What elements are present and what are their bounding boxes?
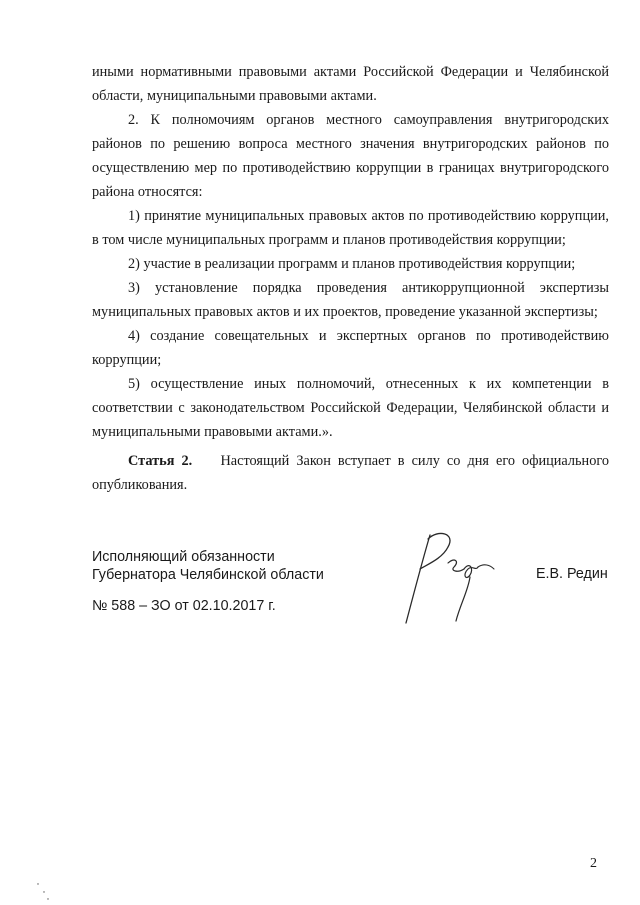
signatory-title-line-2: Губернатора Челябинской области: [92, 567, 324, 583]
signatory-title-line-1: Исполняющий обязанности: [92, 549, 275, 565]
list-item-4: 4) создание совещательных и экспертных органов по противодействию коррупции;: [92, 328, 609, 368]
article-label: Статья 2.: [128, 453, 193, 469]
article-text: Настоящий Закон вступает в силу со дня его официального опубликования.: [92, 453, 610, 493]
intro-paragraph: иными нормативными правовыми актами Российской Федерации и Челябинской области, муниципальными правовыми актами.: [92, 64, 609, 104]
signatory-title: [92, 548, 324, 584]
list-item-2: 2) участие в реализации программ и планов противодействия коррупции;: [128, 256, 576, 272]
article-2: [92, 449, 609, 497]
page-number: 2: [590, 856, 597, 871]
law-number-date: № 588 – ЗО от 02.10.2017 г.: [92, 598, 276, 614]
scan-specks: [20, 880, 60, 902]
list-item-3: 3) установление порядка проведения антикоррупционной экспертизы муниципальных правовых актов и их проектов, проведение указанной экспертизы;: [92, 280, 609, 320]
list-item-5: 5) осуществление иных полномочий, отнесенных к их компетенции в соответствии с законодательством Российской Федерации, Челябинской области и муниципальными правовыми актами.».: [92, 376, 609, 440]
signatory-name: Е.В. Редин: [536, 566, 608, 582]
document-body: [92, 60, 609, 444]
paragraph-2: 2. К полномочиям органов местного самоуправления внутригородских районов по решению вопроса местного значения внутригородских районов по осуществлению мер по противодействию коррупции в границах внутригородского района относятся:: [92, 112, 609, 200]
handwritten-signature: [398, 525, 508, 630]
list-item-1: 1) принятие муниципальных правовых актов по противодействию коррупции, в том числе муниципальных программ и планов противодействия коррупции;: [92, 208, 609, 248]
